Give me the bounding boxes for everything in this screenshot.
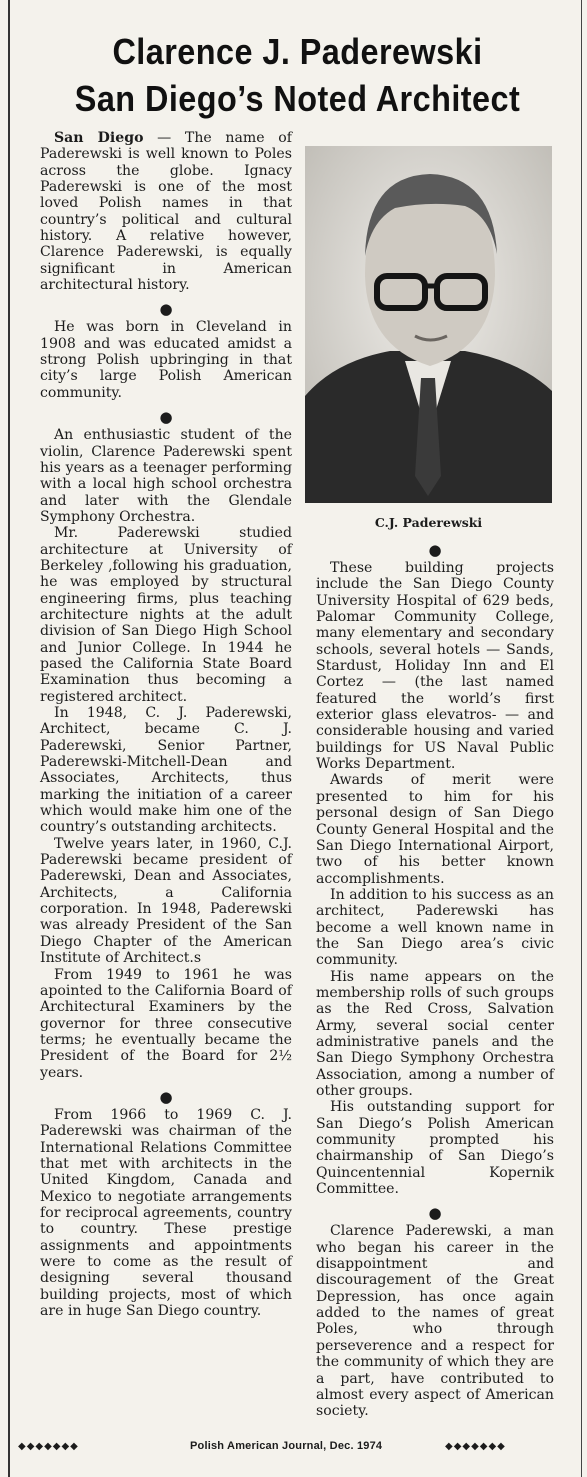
right-column — [316, 542, 554, 1420]
footer-ornament-left: ◆◆◆◆◆◆◆ — [18, 1441, 79, 1452]
portrait-image — [305, 146, 552, 503]
section-divider: ● — [428, 1204, 442, 1223]
paragraph: From 1949 to 1961 he was apointed to the California Board of Architectural Examiners by the governor for three consecutive terms; he eventually became the President of the Board for 2½ years. — [40, 966, 292, 1081]
clipping-left-edge — [2, 0, 10, 1477]
paragraph: In addition to his success as an architect, Paderewski has become a well known name in the San Diego area’s civic community. — [316, 886, 554, 969]
portrait-photo — [305, 146, 552, 503]
headline-line-1: Clarence J. Paderewski — [112, 31, 483, 72]
paragraph: His outstanding support for San Diego’s Polish American community prompted his chairmanship of San Diego’s Quincentennial Kopernik Committee. — [316, 1099, 554, 1198]
section-divider: ● — [428, 541, 442, 559]
article-headline — [48, 28, 548, 122]
paragraph: Awards of merit were presented to him for his personal design of San Diego County General Hospital and the San Diego International Airport, two of his better known accomplishments. — [316, 772, 554, 887]
left-column — [40, 130, 292, 1319]
paragraph: Mr. Paderewski studied architecture at University of Berkeley ,following his graduation, he was employed by structural engineering firms, plus teaching architecture nights at the adult division of San Diego High School and Junior College. In 1944 he pased the California State Board Examination thus becoming a registered architect. — [40, 525, 292, 705]
clipping-right-edge — [581, 0, 586, 1477]
paragraph: In 1948, C. J. Paderewski, Architect, became C. J. Paderewski, Senior Partner, Paderewski-Mitchell-Dean and Associates, Architects, thus marking the initiation of a career which would make him one of the country’s outstanding architects. — [40, 705, 292, 836]
paragraph: These building projects include the San Diego County University Hospital of 629 beds, Palomar Community College, many elementary and secondary schools, several hotels — Sands, Stardust, Holiday Inn and El Cortez — (the last named featured the world’s first exterior glass elevatros- — and considerable housing and varied buildings for US Naval Public Works Department. — [316, 560, 554, 773]
source-credit: Polish American Journal, Dec. 1974 — [190, 1440, 383, 1452]
dateline: San Diego — [54, 130, 144, 146]
footer-ornament-right: ◆◆◆◆◆◆◆ — [445, 1441, 506, 1452]
headline-line-2: San Diego’s Noted Architect — [74, 78, 521, 119]
photo-caption: C.J. Paderewski — [374, 515, 483, 530]
paragraph-intro: San Diego — The name of Paderewski is well known to Poles across the globe. Ignacy Paderewski is one of the most loved Polish names in that country’s political and cultural history. A relative however, Clarence Paderewski, is equally significant in American architectural history. — [40, 130, 292, 294]
section-divider: ● — [159, 1087, 173, 1106]
paragraph: Twelve years later, in 1960, C.J. Paderewski became president of Paderewski, Dean and Associates, Architects, a California corporation. In 1948, Paderewski was already President of the San Diego Chapter of the American Institute of Architect.s — [40, 835, 292, 967]
section-divider: ● — [159, 300, 173, 319]
paragraph: Clarence Paderewski, a man who began his career in the disappointment and discouragement of the Great Depression, has once again added to the names of great Poles, who through perseverence and a respect for the community of which they are a part, have contributed to almost every aspect of American society. — [316, 1223, 554, 1420]
section-divider: ● — [159, 408, 173, 427]
paragraph: He was born in Cleveland in 1908 and was educated amidst a strong Polish upbringing in that city’s large Polish American community. — [40, 319, 292, 401]
paragraph: An enthusiastic student of the violin, Clarence Paderewski spent his years as a teenager performing with a local high school orchestra and later with the Glendale Symphony Orchestra. — [40, 427, 292, 525]
paragraph: His name appears on the membership rolls of such groups as the Red Cross, Salvation Army, several social center administrative panels and the San Diego Symphony Orchestra Association, among a number of other groups. — [316, 968, 554, 1099]
paragraph: From 1966 to 1969 C. J. Paderewski was chairman of the International Relations Committee that met with architects in the United Kingdom, Canada and Mexico to negotiate arrangements for reciprocal agreements, country to country. These prestige assignments and appointments were to come as the result of designing several thousand building projects, most of which are in huge San Diego country. — [40, 1106, 292, 1320]
